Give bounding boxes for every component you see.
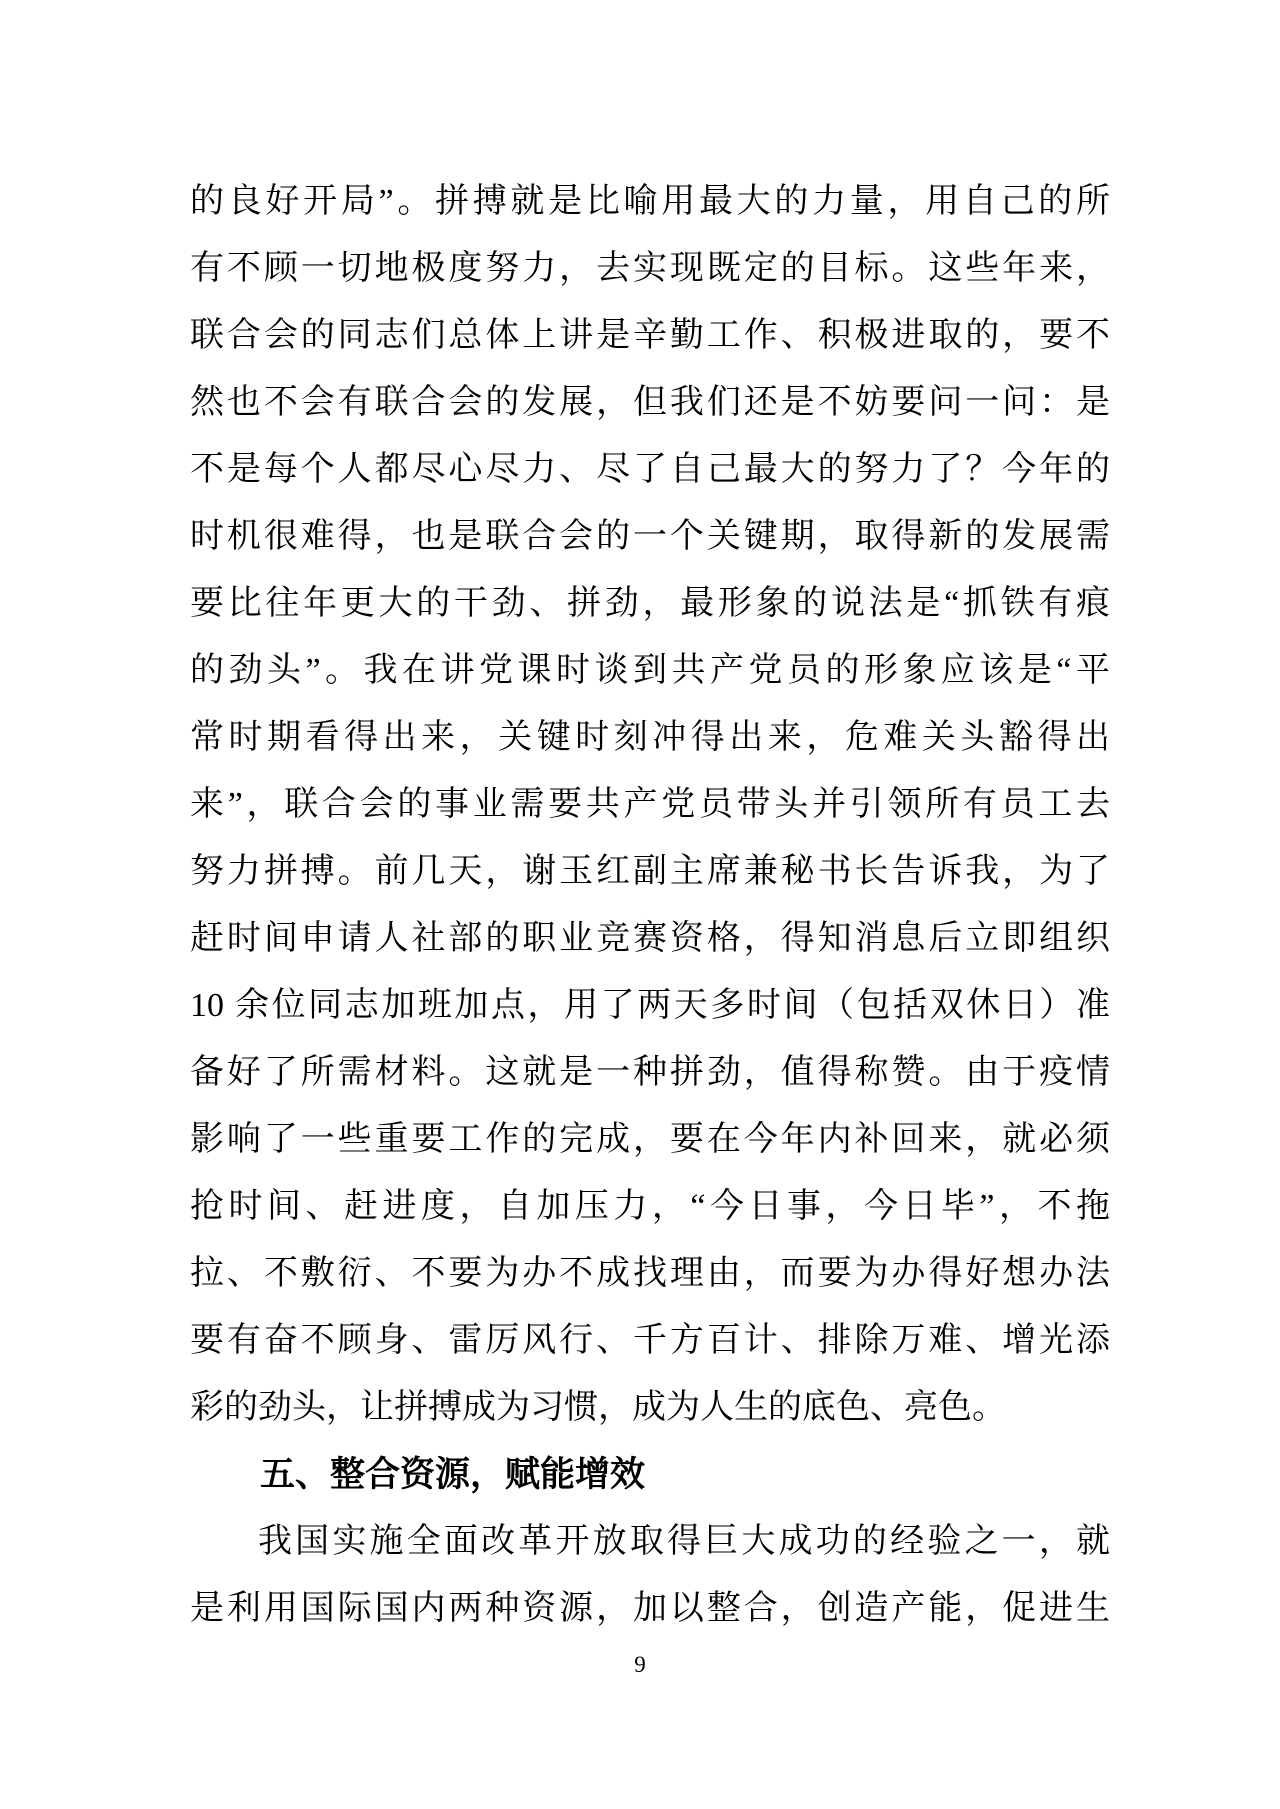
body-line: 常时期看得出来，关键时刻冲得出来，危难关头豁得出 xyxy=(190,719,1110,756)
body-line: 抢时间、赶进度，自加压力，“今日事，今日毕”，不拖 xyxy=(190,1188,1110,1225)
body-line: 我国实施全面改革开放取得巨大成功的经验之一，就 xyxy=(258,1523,1110,1560)
body-line: 时机很难得，也是联合会的一个关键期，取得新的发展需 xyxy=(190,518,1110,555)
page-number: 9 xyxy=(634,1652,646,1677)
document-body xyxy=(190,168,1110,1642)
body-line: 联合会的同志们总体上讲是辛勤工作、积极进取的，要不 xyxy=(190,317,1110,354)
section-heading: 五、整合资源，赋能增效 xyxy=(260,1455,646,1494)
body-line: 赶时间申请人社部的职业竞赛资格，得知消息后立即组织 xyxy=(190,920,1110,957)
body-line: 努力拼搏。前几天，谢玉红副主席兼秘书长告诉我，为了 xyxy=(190,853,1110,890)
body-line: 影响了一些重要工作的完成，要在今年内补回来，就必须 xyxy=(190,1121,1110,1158)
body-line: 然也不会有联合会的发展，但我们还是不妨要问一问：是 xyxy=(190,384,1110,421)
body-line: 拉、不敷衍、不要为办不成找理由，而要为办得好想办法 xyxy=(190,1255,1110,1292)
body-line: 不是每个人都尽心尽力、尽了自己最大的努力了？今年的 xyxy=(190,451,1110,488)
body-line: 要比往年更大的干劲、拼劲，最形象的说法是“抓铁有痕 xyxy=(190,585,1110,622)
body-line: 10 余位同志加班加点，用了两天多时间（包括双休日）准 xyxy=(190,987,1110,1024)
body-line: 要有奋不顾身、雷厉风行、千方百计、排除万难、增光添 xyxy=(190,1322,1110,1359)
body-line: 来”，联合会的事业需要共产党员带头并引领所有员工去 xyxy=(190,786,1110,823)
body-line: 的良好开局”。拼搏就是比喻用最大的力量，用自己的所 xyxy=(190,183,1110,220)
body-line: 的劲头”。我在讲党课时谈到共产党员的形象应该是“平 xyxy=(190,652,1110,689)
body-line: 备好了所需材料。这就是一种拼劲，值得称赞。由于疫情 xyxy=(190,1054,1110,1091)
body-line: 是利用国际国内两种资源，加以整合，创造产能，促进生 xyxy=(190,1590,1110,1627)
body-line: 彩的劲头，让拼搏成为习惯，成为人生的底色、亮色。 xyxy=(190,1389,1006,1426)
body-line: 有不顾一切地极度努力，去实现既定的目标。这些年来， xyxy=(190,250,1110,287)
